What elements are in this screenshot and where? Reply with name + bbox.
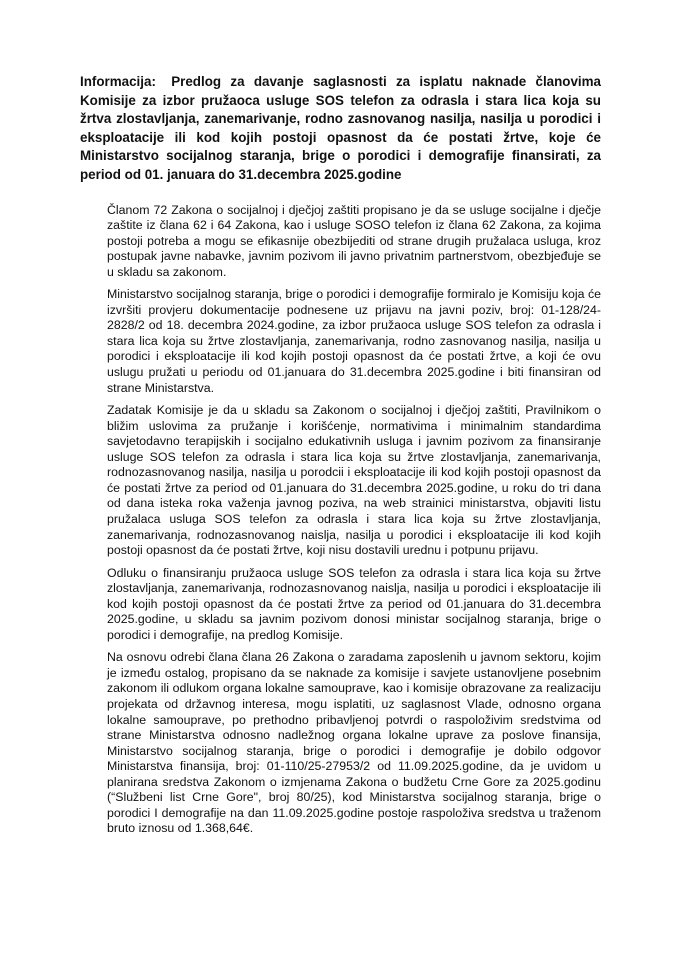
title-text: Predlog za davanje saglasnosti za isplatu naknade članovima Komisije za izbor pružaoca usluge SOS telefon za odrasla i stara lica koja su žrtva zlostavljanja, zanemarivanje, rodno zasnovanog nasilja, nasilja u porodici i eksploatacije ili kod kojih postoji opasnost da će postati žrtve, koje će Ministarstvo socijalnog staranja, brige o porodici i demografije finansirati, za period od 01. januara do 31.decembra 2025.godine (80, 74, 601, 182)
document-title (80, 73, 601, 185)
paragraph: Članom 72 Zakona o socijalnoj i dječjoj zaštiti propisano je da se usluge socijalne i dječje zaštite iz člana 62 i 64 Zakona, kao i usluge SOSO telefon iz člana 62 Zakona, za kojima postoji potreba a mogu se efikasnije obezbijediti od strane drugih pružalaca usluga, kroz postupak javne nabavke, javnim pozivom ili javno privatnim partnerstvom, obezbjeđuje se u skladu sa zakonom. (107, 202, 601, 279)
paragraph: Zadatak Komisije je da u skladu sa Zakonom o socijalnoj i dječjoj zaštiti, Pravilnikom o bližim uslovima za pružanje i korišćenje, normativima i minimalnim standardima savjetodavno terapijskih i socijalno edukativnih usluga i javnim pozivom za finansiranje usluge SOS telefon za odrasla i stara lica koja su žrtve zlostavljanja, zanemarivanja, rodnozasnovanog nasilja, nasilja u porodcii i eksploatacije ili kod kojih postoji opasnost da će postati žrtve za period od 01.januara do 31.decembra 2025.godine, u roku do tri dana od dana isteka roka važenja javnog poziva, na web strainici ministarstva, objaviti listu pružalaca usluga SOS telefon za odrasla i stara lica koja su žrtve zlostavljanja, zanemarivanja, rodnozasnovanog naislja, nasilja u porodici i eksploatacije ili kod kojih postoji opasnost da će postati žrtve, koji nisu dostavili urednu i potpunu prijavu. (107, 403, 601, 558)
paragraph: Odluku o finansiranju pružaoca usluge SOS telefon za odrasla i stara lica koja su žrtve zlostavljanja, zanemarivanja, rodnozasnovanog naislja, nasilja u porodici i eksploatacije ili kod kojih postoji opasnost da će postati žrtve za period od 01.januara do 31.decembra 2025.godine, u skladu sa javnim pozivom donosi ministar socijalnog staranja, brige o porodici i demografije, na predlog Komisije. (107, 565, 601, 642)
paragraph: Ministarstvo socijalnog staranja, brige o porodici i demografije formiralo je Komisiju koja će izvršiti provjeru dokumentacije podnesene uz prijavu na javni poziv, broj: 01-128/24-2828/2 od 18. decembra 2024.godine, za izbor pružaoca usluge SOS telefon za odrasla i stara lica koja su žrtve zlostavljanja, zanemarivanja, rodno zasnovanog nasilja, nasilja u porodici i eksploatacije ili kod kojih postoji opasnost da će postati žrtve, a koji će ovu uslugu pružati u periodu od 01.januara do 31.decembra 2025.godine i biti finansiran od strane Ministarstva. (107, 287, 601, 395)
document-body (107, 203, 601, 837)
paragraph: Na osnovu odrebi člana člana 26 Zakona o zaradama zaposlenih u javnom sektoru, kojim je između ostalog, propisano da se naknade za komisije i savjete ustanovljene posebnim zakonom ili odlukom organa lokalne samouprave, kao i komisije obrazovane za realizaciju projekata od državnog interesa, mogu isplatiti, uz saglasnost Vlade, odnosno organa lokalne samouprave, po prethodno pribavljenoj potvrdi o raspoloživim sredstvima od strane Ministarstva odnosno nadležnog organa lokalne uprave za poslove finansija, Ministarstvo socijalnog staranja, brige o porodici i demografije je dobilo odgovor Ministarstva finansija, broj: 01-110/25-27953/2 od 11.09.2025.godine, da je uvidom u planirana sredstva Zakonom o izmjenama Zakona o budžetu Crne Gore za 2025.godinu (“Službeni list Crne Gore", broj 80/25), kod Ministarstva socijalnog staranja, brige o porodici I demografije na dan 11.09.2025.godine postoje raspoloživa sredstva u traženom bruto iznosu od 1.368,64€. (107, 650, 601, 836)
title-label: Informacija: (80, 74, 156, 89)
